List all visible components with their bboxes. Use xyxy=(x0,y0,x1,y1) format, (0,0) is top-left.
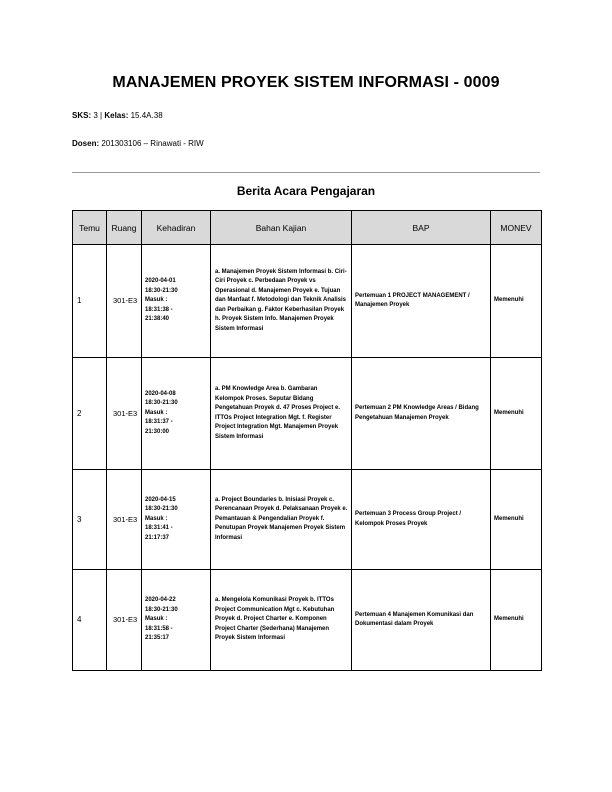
cell-kehadiran xyxy=(142,245,211,358)
cell-bap: Pertemuan 2 PM Knowledge Areas / Bidang Pengetahuan Manajemen Proyek xyxy=(352,358,491,470)
kelas-label: Kelas: xyxy=(104,111,129,120)
cell-bap: Pertemuan 3 Process Group Project / Kelompok Proses Proyek xyxy=(352,470,491,570)
col-header-kehadiran: Kehadiran xyxy=(142,211,211,245)
course-meta xyxy=(72,111,163,120)
kehadiran-masuk-label: Masuk : xyxy=(145,409,168,416)
cell-kehadiran xyxy=(142,470,211,570)
kehadiran-end: 21:35:17 xyxy=(145,635,170,642)
kehadiran-end: 21:17:37 xyxy=(145,534,170,541)
kehadiran-date: 2020-04-15 xyxy=(145,496,176,503)
cell-monev: Memenuhi xyxy=(491,358,542,470)
sks-label: SKS: xyxy=(72,111,92,120)
cell-temu: 2 xyxy=(73,358,107,470)
divider xyxy=(72,172,540,173)
section-title: Berita Acara Pengajaran xyxy=(236,184,376,198)
cell-bahan-kajian: a. PM Knowledge Area b. Gambaran Kelompok Proses. Seputar Bidang Pengetahuan Proyek d. 47 Proses Project e. ITTOs Project Integration Mgt. f. Register Project Integration Mgt. Manajemen Proyek Sistem Informasi xyxy=(211,358,352,470)
dosen-value: 201303106 – Rinawati - RIW xyxy=(101,139,204,148)
cell-temu: 1 xyxy=(73,245,107,358)
meta-separator: | xyxy=(100,111,105,120)
col-header-bahan-kajian: Bahan Kajian xyxy=(211,211,352,245)
kehadiran-schedule: 18:30-21:30 xyxy=(145,606,178,613)
cell-ruang: 301-E3 xyxy=(107,470,142,570)
cell-bahan-kajian: a. Project Boundaries b. Inisiasi Proyek c. Perencanaan Proyek d. Pelaksanaan Proyek e. Pemantauan & Pengendalian Proyek f. Penutupan Proyek Manajemen Proyek Sistem Informasi xyxy=(211,470,352,570)
sks-value: 3 xyxy=(93,111,98,120)
cell-bahan-kajian: a. Manajemen Proyek Sistem Informasi b. Ciri-Ciri Proyek c. Perbedaan Proyek vs Operasional d. Manajemen Proyek e. Tujuan dan Manfaat f. Metodologi dan Teknik Analisis dan Perbaikan g. Faktor Keberhasilan Proyek h. Proyek Sistem Info. Manajemen Proyek Sistem Informasi xyxy=(211,245,352,358)
dosen-label: Dosen: xyxy=(72,139,100,148)
cell-temu: 4 xyxy=(73,570,107,671)
kelas-value: 15.4A.38 xyxy=(130,111,163,120)
kehadiran-start: 18:31:38 - xyxy=(145,306,173,313)
kehadiran-masuk-label: Masuk : xyxy=(145,515,168,522)
kehadiran-masuk-label: Masuk : xyxy=(145,616,168,623)
kehadiran-schedule: 18:30-21:30 xyxy=(145,400,178,407)
kehadiran-start: 18:31:37 - xyxy=(145,419,173,426)
table-row xyxy=(73,245,542,358)
lecturer-meta xyxy=(72,139,204,148)
kehadiran-date: 2020-04-01 xyxy=(145,278,176,285)
kehadiran-end: 21:38:40 xyxy=(145,316,170,323)
cell-monev: Memenuhi xyxy=(491,245,542,358)
bap-table xyxy=(72,210,542,671)
col-header-monev: MONEV xyxy=(491,211,542,245)
kehadiran-date: 2020-04-08 xyxy=(145,390,176,397)
cell-temu: 3 xyxy=(73,470,107,570)
cell-bap: Pertemuan 4 Manajemen Komunikasi dan Dokumentasi dalam Proyek xyxy=(352,570,491,671)
cell-kehadiran xyxy=(142,358,211,470)
cell-monev: Memenuhi xyxy=(491,470,542,570)
course-title: MANAJEMEN PROYEK SISTEM INFORMASI - 0009 xyxy=(112,74,500,91)
table-row xyxy=(73,470,542,570)
table-row xyxy=(73,358,542,470)
kehadiran-start: 18:31:41 - xyxy=(145,525,173,532)
cell-kehadiran xyxy=(142,570,211,671)
table-header-row xyxy=(73,211,542,245)
kehadiran-date: 2020-04-22 xyxy=(145,597,176,604)
cell-bahan-kajian: a. Mengelola Komunikasi Proyek b. ITTOs Project Communication Mgt c. Kebutuhan Proyek d. Project Charter e. Komponen Project Charter (Sederhana) Manajemen Proyek Sistem Informasi xyxy=(211,570,352,671)
kehadiran-schedule: 18:30-21:30 xyxy=(145,506,178,513)
cell-ruang: 301-E3 xyxy=(107,245,142,358)
cell-monev: Memenuhi xyxy=(491,570,542,671)
kehadiran-schedule: 18:30-21:30 xyxy=(145,287,178,294)
cell-bap: Pertemuan 1 PROJECT MANAGEMENT / Manajemen Proyek xyxy=(352,245,491,358)
col-header-bap: BAP xyxy=(352,211,491,245)
kehadiran-start: 18:31:58 - xyxy=(145,625,173,632)
col-header-ruang: Ruang xyxy=(107,211,142,245)
kehadiran-masuk-label: Masuk : xyxy=(145,297,168,304)
kehadiran-end: 21:30:00 xyxy=(145,428,170,435)
cell-ruang: 301-E3 xyxy=(107,358,142,470)
table-row xyxy=(73,570,542,671)
col-header-temu: Temu xyxy=(73,211,107,245)
cell-ruang: 301-E3 xyxy=(107,570,142,671)
